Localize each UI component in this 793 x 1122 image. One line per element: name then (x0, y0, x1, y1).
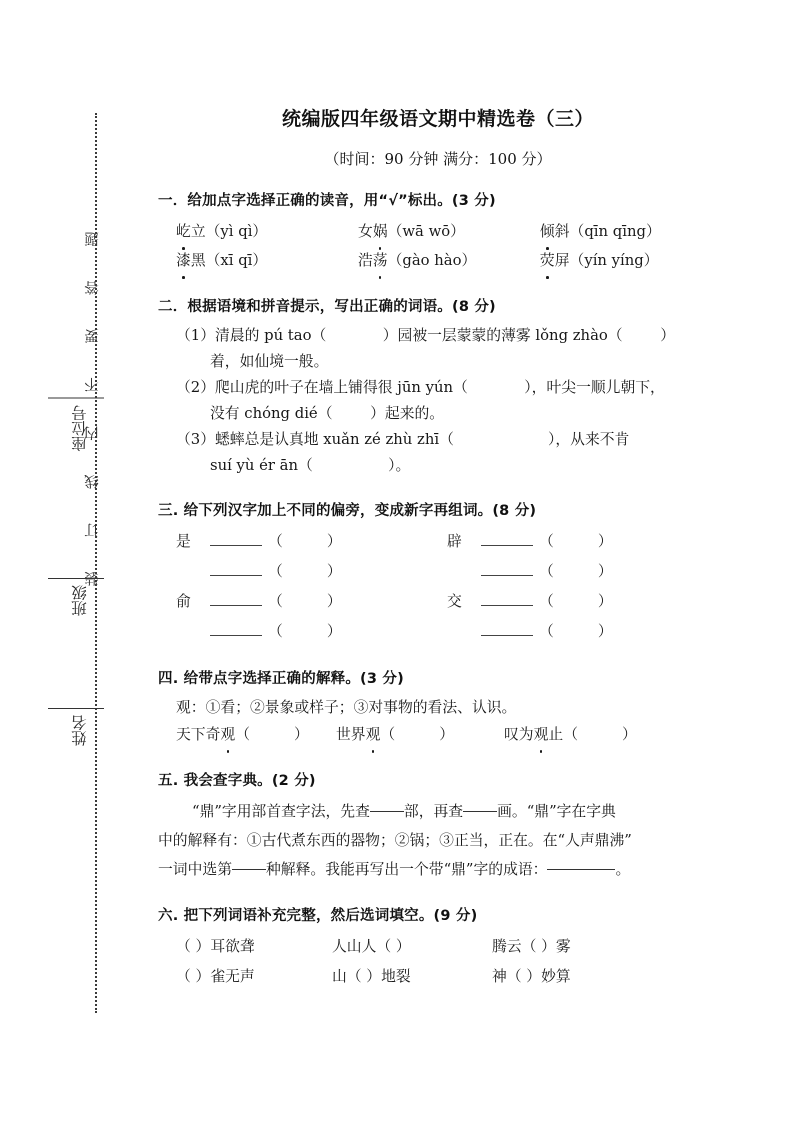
section-5-heading: 五. 我会查字典。(2 分) (158, 773, 316, 789)
section-2-line[interactable]: suí yù ér ān（ ）。 (210, 457, 411, 474)
pinyin-item[interactable] (358, 217, 540, 246)
radical-cell[interactable] (176, 617, 447, 647)
binding-margin (0, 0, 140, 1122)
idiom-item[interactable] (176, 962, 332, 992)
para-part: 种解释。我能再写出一个带“鼎”字的成语： (266, 861, 548, 878)
table-row (176, 527, 718, 557)
emphasis-char: 观 (534, 721, 549, 749)
idiom-pre[interactable]: 腾云（ ） (492, 938, 556, 955)
idiom-post[interactable]: （ ） (376, 938, 411, 955)
new-char-blank[interactable] (481, 635, 533, 636)
section-2-line[interactable]: （1）清晨的 pú tao（ ）园被一层蒙蒙的薄雾 lǒng zhào（ ） (176, 327, 676, 344)
pinyin-item[interactable] (176, 246, 358, 275)
exam-sheet (158, 0, 718, 992)
emphasis-char: 漆 (176, 246, 191, 275)
emphasis-char: 荧 (540, 246, 555, 275)
field-class-label: 班级 (71, 585, 89, 616)
pinyin-choices[interactable]: （wā wō） (387, 223, 465, 240)
idiom-pre[interactable]: （ ） (176, 938, 211, 955)
word-paren[interactable]: （ ） (539, 563, 613, 580)
section-6-row (158, 932, 718, 962)
word-paren[interactable]: （ ） (268, 533, 342, 550)
section-6-heading: 六. 把下列词语补充完整，然后选词填空。(9 分) (158, 908, 478, 924)
item-pre: 天下奇 (176, 726, 221, 743)
new-char-blank[interactable] (481, 545, 533, 546)
section-2 (158, 295, 718, 479)
table-row (176, 587, 718, 617)
emphasis-char: 屹 (176, 217, 191, 246)
field-seat-number[interactable] (48, 398, 104, 452)
answer-item[interactable] (336, 721, 504, 749)
section-1 (158, 189, 718, 275)
section-3-heading: 三. 给下列汉字加上不同的偏旁，变成新字再组词。(8 分) (158, 503, 537, 519)
pinyin-choices[interactable]: （gào hào） (387, 252, 477, 269)
word-head: 女 (357, 223, 373, 240)
radical-cell[interactable] (447, 527, 718, 557)
para-part: 。 (615, 861, 631, 878)
section-2-line[interactable]: 着，如仙境一般。 (210, 353, 329, 370)
radical-blank[interactable] (370, 811, 404, 812)
base-char: 辟 (447, 533, 462, 550)
emphasis-char: 荡 (373, 246, 388, 275)
meaning-blank[interactable] (232, 869, 266, 870)
idiom-post: 雾 (555, 938, 571, 955)
emphasis-char: 倾 (540, 217, 555, 246)
para-part: “鼎”字用部首查字法，先查 (192, 803, 370, 820)
idiom-item[interactable] (492, 932, 672, 962)
idiom-item[interactable] (492, 962, 672, 992)
para-part: 中的解释有：①古代煮东西的器物；②锅；③正当，正在。在“人声鼎沸” (158, 832, 632, 849)
radical-cell[interactable] (447, 557, 718, 587)
pinyin-item[interactable] (176, 217, 358, 246)
idiom-item[interactable] (176, 932, 332, 962)
section-4-definition: 观：①看；②景象或样子；③对事物的看法、认识。 (176, 699, 517, 716)
field-class-rule (48, 578, 104, 579)
idiom-post: 雀无声 (210, 968, 255, 985)
word-head: 浩 (357, 252, 373, 269)
dictionary-paragraph (158, 797, 718, 884)
pinyin-item[interactable] (358, 246, 540, 275)
page-title: 统编版四年级语文期中精选卷（三） (281, 108, 594, 130)
field-seat-number-rule (48, 398, 104, 399)
para-part: 部，再查 (403, 803, 464, 820)
section-1-heading: 一．给加点字选择正确的读音，用“√”标出。(3 分) (158, 193, 496, 209)
pinyin-choices[interactable]: （xī qī） (205, 252, 268, 269)
idiom-item[interactable] (332, 962, 492, 992)
word-tail: 黑 (190, 252, 206, 269)
idiom-blank[interactable] (547, 869, 615, 870)
base-char: 交 (447, 593, 462, 610)
idiom-pre[interactable]: 山（ ） (332, 968, 382, 985)
word-tail: 斜 (554, 223, 570, 240)
word-tail: 屏 (554, 252, 570, 269)
table-row (176, 557, 718, 587)
emphasis-char: 娲 (373, 217, 388, 246)
section-5 (158, 769, 718, 884)
section-2-line[interactable]: （3）蟋蟀总是认真地 xuǎn zé zhù zhī（ ），从来不肯 (176, 431, 630, 448)
pinyin-choices[interactable]: （yín yíng） (569, 252, 659, 269)
new-char-blank[interactable] (481, 605, 533, 606)
word-paren[interactable]: （ ） (539, 623, 613, 640)
field-student-name[interactable] (48, 708, 104, 746)
table-row (176, 617, 718, 647)
emphasis-char: 观 (220, 721, 235, 749)
radical-table (158, 527, 718, 647)
emphasis-char: 观 (366, 721, 381, 749)
idiom-pre[interactable]: （ ） (176, 968, 211, 985)
idiom-item[interactable] (332, 932, 492, 962)
radical-cell[interactable] (176, 557, 447, 587)
new-char-blank[interactable] (210, 635, 262, 636)
word-paren[interactable]: （ ） (539, 533, 613, 550)
word-tail: 立 (190, 223, 206, 240)
answer-paren[interactable]: （ ） (380, 726, 455, 743)
answer-item[interactable] (504, 721, 684, 749)
idiom-post: 地裂 (381, 968, 411, 985)
new-char-blank[interactable] (210, 575, 262, 576)
section-1-row (158, 246, 718, 275)
pinyin-item[interactable] (540, 246, 718, 275)
pinyin-choices[interactable]: （qīn qīng） (569, 223, 661, 240)
section-2-heading: 二．根据语境和拼音提示，写出正确的词语。(8 分) (158, 299, 496, 315)
item-post: 止 (548, 726, 564, 743)
section-4 (158, 667, 718, 749)
section-1-row (158, 217, 718, 246)
pinyin-choices[interactable]: （yì qì） (205, 223, 268, 240)
base-char: 俞 (176, 593, 191, 610)
stroke-blank[interactable] (463, 811, 497, 812)
section-6-row (158, 962, 718, 992)
new-char-blank[interactable] (481, 575, 533, 576)
field-class[interactable] (48, 578, 104, 616)
field-student-name-rule (48, 708, 104, 709)
radical-cell[interactable] (176, 587, 447, 617)
word-paren[interactable]: （ ） (268, 563, 342, 580)
radical-cell[interactable] (447, 617, 718, 647)
para-part: 画。“鼎”字在字典 (497, 803, 616, 820)
page-subtitle: （时间：90 分钟 满分：100 分） (324, 150, 552, 168)
binding-seal-text: 装订线内不要答题 (85, 198, 101, 586)
section-3 (158, 499, 718, 647)
idiom-post: 耳欲聋 (210, 938, 255, 955)
section-2-line[interactable]: （2）爬山虎的叶子在墙上铺得很 jūn yún（ ），叶尖一顺儿朝下， (176, 379, 665, 396)
new-char-blank[interactable] (210, 545, 262, 546)
answer-paren[interactable]: （ ） (235, 726, 309, 743)
word-paren[interactable]: （ ） (268, 623, 342, 640)
section-6 (158, 904, 718, 992)
field-seat-number-label: 座位号 (71, 405, 89, 452)
radical-cell[interactable] (176, 527, 447, 557)
section-4-items (158, 721, 718, 749)
idiom-post: 妙算 (541, 968, 571, 985)
radical-cell[interactable] (447, 587, 718, 617)
answer-paren[interactable]: （ ） (563, 726, 637, 743)
section-2-line[interactable]: 没有 chóng dié（ ）起来的。 (210, 405, 445, 422)
para-part: 一词中选第 (158, 861, 232, 878)
section-4-heading: 四. 给带点字选择正确的解释。(3 分) (158, 671, 404, 687)
idiom-pre: 人山人 (332, 938, 377, 955)
new-char-blank[interactable] (210, 605, 262, 606)
pinyin-item[interactable] (540, 217, 718, 246)
idiom-pre[interactable]: 神（ ） (492, 968, 542, 985)
word-paren[interactable]: （ ） (539, 593, 613, 610)
base-char: 是 (176, 533, 191, 550)
word-paren[interactable]: （ ） (268, 593, 342, 610)
item-pre: 叹为 (504, 726, 534, 743)
item-pre: 世界 (336, 726, 366, 743)
answer-item[interactable] (176, 721, 336, 749)
field-student-name-label: 姓名 (71, 715, 89, 746)
